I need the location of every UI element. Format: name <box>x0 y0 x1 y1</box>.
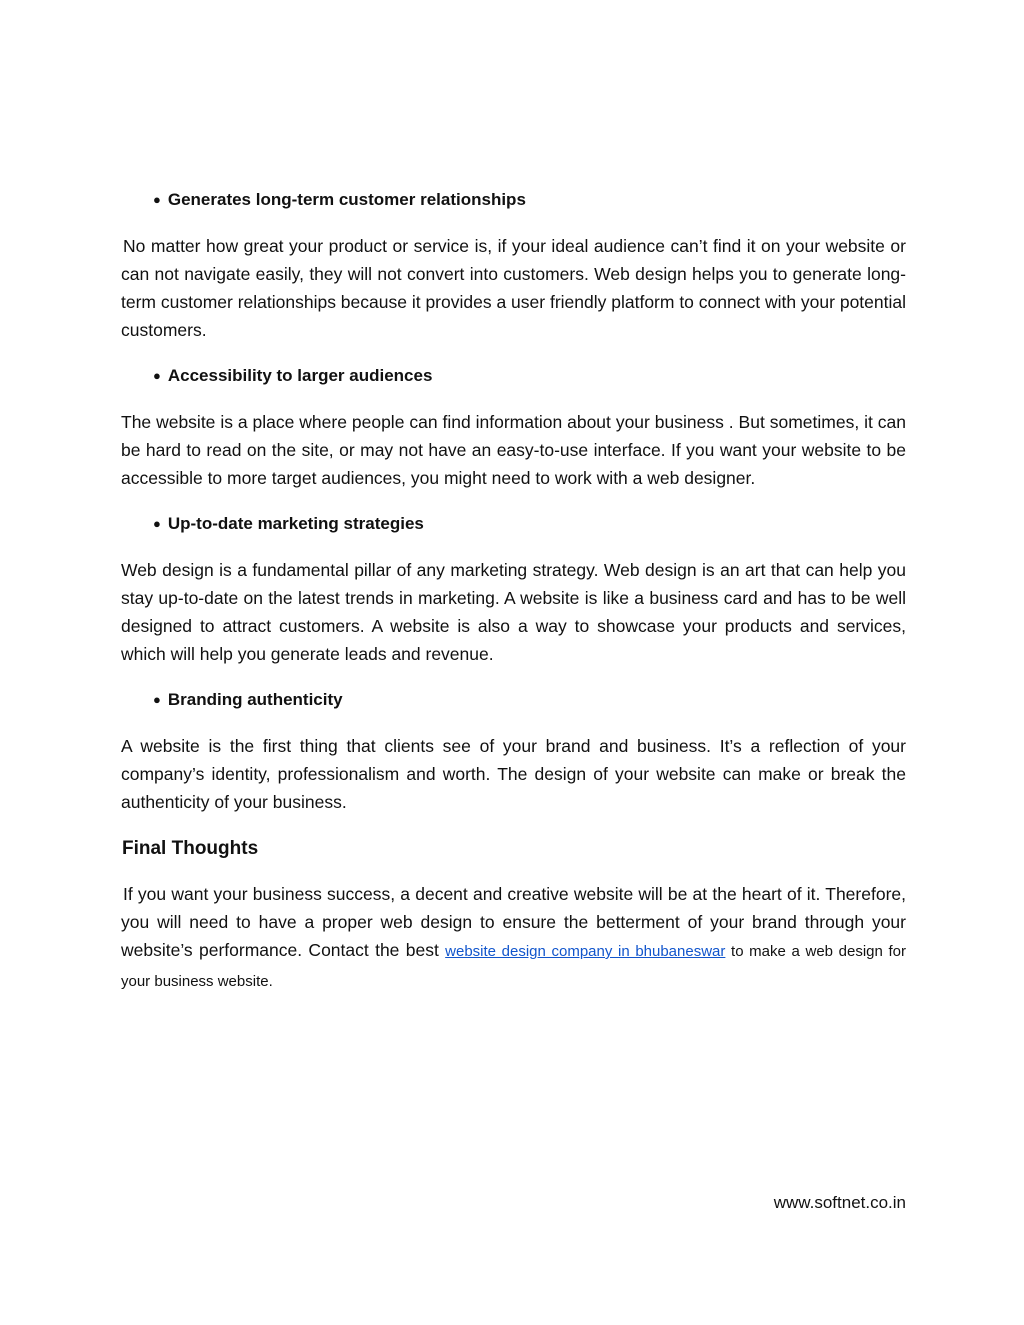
paragraph-accessibility: The website is a place where people can find information about your business . But sometimes, it can be hard to read on the site, or may not have an easy-to-use interface. If you want your website to be accessible to more target audiences, you might need to work with a web designer. <box>121 412 906 488</box>
bullet-item-accessibility <box>153 362 906 390</box>
final-paragraph-end: to make a web design for your business website. <box>121 943 906 990</box>
bullet-text: Branding authenticity <box>167 690 343 709</box>
bullet-dot-icon: ● <box>153 368 161 383</box>
paragraph-marketing: Web design is a fundamental pillar of any marketing strategy. Web design is an art that can help you stay up-to-date on the latest trends in marketing. A website is like a business card and has to be well designed to attract customers. A website is also a way to showcase your products and services, which will help you generate leads and revenue. <box>121 560 906 664</box>
document-content <box>121 186 906 1014</box>
bullet-item-branding <box>153 686 906 714</box>
final-thoughts-heading: Final Thoughts <box>122 838 259 859</box>
bullet-dot-icon: ● <box>153 516 161 531</box>
paragraph-final-thoughts <box>121 880 906 996</box>
paragraph-relationships: No matter how great your product or service is, if your ideal audience can’t find it on your website or can not navigate easily, they will not convert into customers. Web design helps you to generate long-term customer relationships because it provides a user friendly platform to connect with your potential customers. <box>121 236 906 340</box>
bullet-text: Generates long-term customer relationships <box>167 190 526 209</box>
bullet-dot-icon: ● <box>153 692 161 707</box>
bullet-item-marketing <box>153 510 906 538</box>
bullet-dot-icon: ● <box>153 192 161 207</box>
bullet-text: Accessibility to larger audiences <box>167 366 433 385</box>
bullet-item-relationships <box>153 186 906 214</box>
footer-website-url: www.softnet.co.in <box>773 1193 906 1212</box>
bullet-text: Up-to-date marketing strategies <box>167 514 424 533</box>
final-paragraph-start: If you want your business success, a decent and creative website will be at the heart of it. Therefore, you will need to have a proper web design to ensure the betterment of your brand through your website’s performance. Contact the best <box>121 884 906 960</box>
paragraph-branding: A website is the first thing that clients see of your brand and business. It’s a reflection of your company’s identity, professionalism and worth. The design of your website can make or break the authenticity of your business. <box>121 736 906 812</box>
website-design-company-link[interactable]: website design company in bhubaneswar <box>445 943 726 960</box>
